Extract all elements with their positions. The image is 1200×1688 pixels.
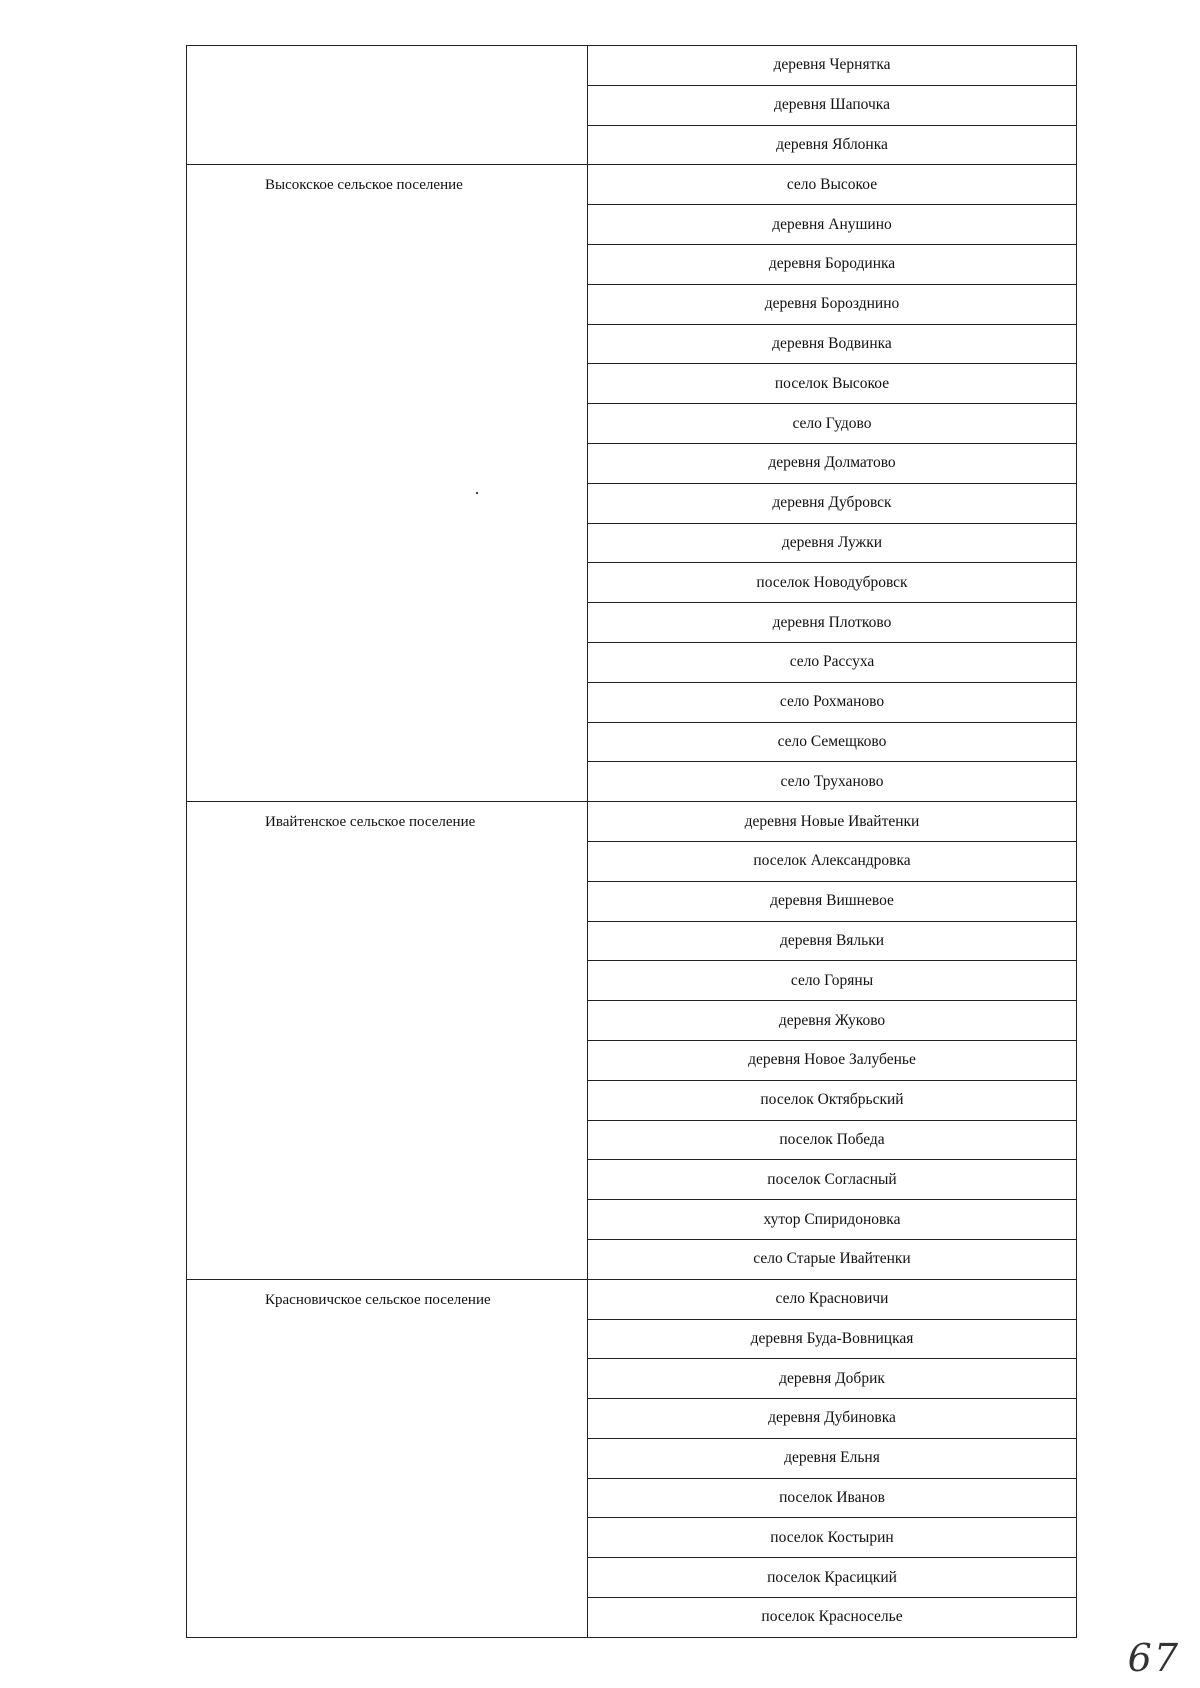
- locality-cell: деревня Лужки: [588, 523, 1077, 563]
- locality-cell: поселок Октябрьский: [588, 1080, 1077, 1120]
- locality-cell: деревня Борозднино: [588, 284, 1077, 324]
- locality-cell: село Гудово: [588, 404, 1077, 444]
- locality-cell: село Красновичи: [588, 1279, 1077, 1319]
- locality-cell: хутор Спиридоновка: [588, 1200, 1077, 1240]
- table-row: [187, 1279, 1077, 1319]
- locality-cell: село Горяны: [588, 961, 1077, 1001]
- settlement-name: Высокское сельское поселение: [265, 177, 463, 194]
- locality-cell: деревня Вяльки: [588, 921, 1077, 961]
- locality-cell: деревня Долматово: [588, 443, 1077, 483]
- settlements-table: [186, 45, 1077, 1638]
- settlement-name: Ивайтенское сельское поселение: [265, 814, 476, 831]
- locality-cell: деревня Ельня: [588, 1438, 1077, 1478]
- locality-cell: деревня Анушино: [588, 205, 1077, 245]
- locality-cell: деревня Плотково: [588, 603, 1077, 643]
- locality-cell: деревня Чернятка: [588, 46, 1077, 86]
- locality-cell: деревня Вишневое: [588, 881, 1077, 921]
- locality-cell: деревня Добрик: [588, 1359, 1077, 1399]
- handwritten-page-number: 67: [1127, 1636, 1180, 1680]
- locality-cell: село Семещково: [588, 722, 1077, 762]
- settlement-cell: [187, 46, 588, 165]
- locality-cell: село Рассуха: [588, 642, 1077, 682]
- locality-cell: село Труханово: [588, 762, 1077, 802]
- locality-cell: деревня Дубровск: [588, 483, 1077, 523]
- settlement-cell: [187, 802, 588, 1280]
- locality-cell: поселок Красицкий: [588, 1558, 1077, 1598]
- locality-cell: деревня Жуково: [588, 1001, 1077, 1041]
- locality-cell: поселок Новодубровск: [588, 563, 1077, 603]
- locality-cell: деревня Бородинка: [588, 244, 1077, 284]
- locality-cell: деревня Буда-Вовницкая: [588, 1319, 1077, 1359]
- locality-cell: деревня Шапочка: [588, 85, 1077, 125]
- locality-cell: поселок Высокое: [588, 364, 1077, 404]
- locality-cell: поселок Иванов: [588, 1478, 1077, 1518]
- settlement-cell: [187, 165, 588, 802]
- settlement-name: Красновичское сельское поселение: [265, 1291, 491, 1308]
- locality-cell: деревня Дубиновка: [588, 1399, 1077, 1439]
- settlement-cell: [187, 1279, 588, 1637]
- table-body: [187, 46, 1077, 1638]
- locality-cell: поселок Согласный: [588, 1160, 1077, 1200]
- table-row: [187, 46, 1077, 86]
- locality-cell: село Высокое: [588, 165, 1077, 205]
- locality-cell: поселок Костырин: [588, 1518, 1077, 1558]
- table-row: [187, 165, 1077, 205]
- table-row: [187, 802, 1077, 842]
- locality-cell: село Рохманово: [588, 682, 1077, 722]
- locality-cell: деревня Водвинка: [588, 324, 1077, 364]
- locality-cell: поселок Александровка: [588, 841, 1077, 881]
- locality-cell: поселок Красноселье: [588, 1598, 1077, 1638]
- locality-cell: поселок Победа: [588, 1120, 1077, 1160]
- locality-cell: деревня Новое Залубенье: [588, 1040, 1077, 1080]
- scan-speck: [476, 492, 478, 494]
- locality-cell: деревня Яблонка: [588, 125, 1077, 165]
- locality-cell: село Старые Ивайтенки: [588, 1239, 1077, 1279]
- locality-cell: деревня Новые Ивайтенки: [588, 802, 1077, 842]
- settlement-name: [187, 46, 587, 56]
